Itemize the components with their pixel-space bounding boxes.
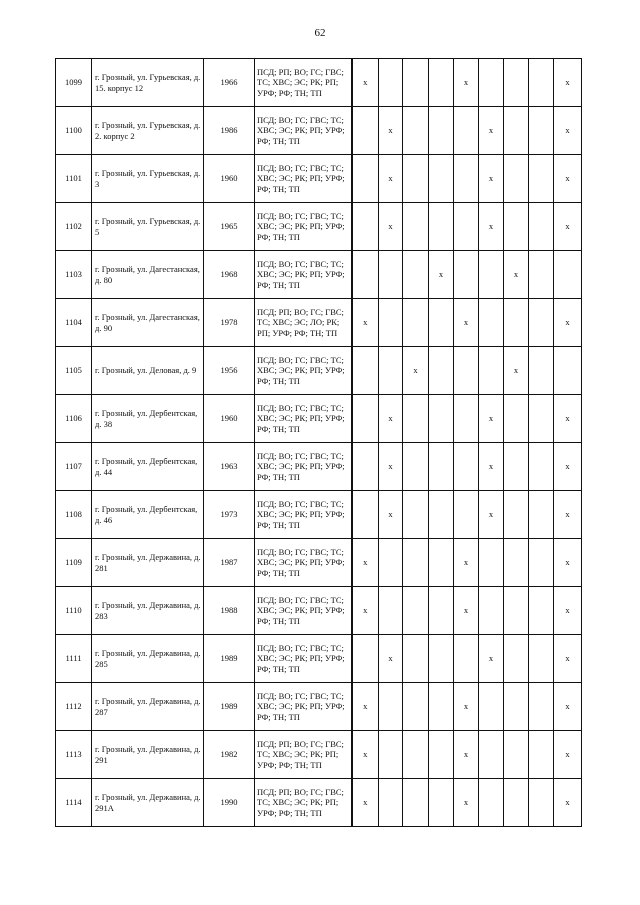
mark-cell	[479, 587, 504, 635]
mark-cell	[403, 251, 429, 299]
mark-cell: x	[352, 59, 379, 107]
services-cell: ПСД; ВО; ГС; ГВС; ТС; ХВС; ЭС; РК; РП; УРФ; РФ; ТН; ТП	[255, 491, 352, 539]
mark-cell	[504, 635, 529, 683]
mark-cell: x	[554, 299, 582, 347]
mark-cell	[403, 443, 429, 491]
mark-cell	[379, 587, 403, 635]
mark-cell	[529, 587, 554, 635]
mark-cell	[454, 107, 479, 155]
mark-cell: x	[454, 539, 479, 587]
mark-cell	[379, 779, 403, 827]
mark-cell	[504, 539, 529, 587]
year-built-cell: 1968	[204, 251, 255, 299]
mark-cell: x	[554, 395, 582, 443]
page-number: 62	[314, 27, 326, 39]
mark-cell: x	[352, 299, 379, 347]
address-cell: г. Грозный, ул. Державина, д. 291А	[92, 779, 204, 827]
table-row	[56, 107, 582, 155]
mark-cell	[403, 299, 429, 347]
mark-cell	[529, 539, 554, 587]
mark-cell	[403, 683, 429, 731]
mark-cell	[479, 731, 504, 779]
mark-cell	[504, 443, 529, 491]
mark-cell	[454, 635, 479, 683]
year-built-cell: 1989	[204, 635, 255, 683]
mark-cell: x	[479, 635, 504, 683]
mark-cell	[403, 59, 429, 107]
mark-cell: x	[379, 203, 403, 251]
mark-cell	[403, 155, 429, 203]
mark-cell	[529, 635, 554, 683]
services-cell: ПСД; ВО; ГС; ГВС; ТС; ХВС; ЭС; РК; РП; УРФ; РФ; ТН; ТП	[255, 635, 352, 683]
mark-cell	[454, 203, 479, 251]
mark-cell: x	[379, 155, 403, 203]
mark-cell	[504, 779, 529, 827]
mark-cell	[429, 635, 454, 683]
mark-cell	[379, 731, 403, 779]
mark-cell: x	[454, 779, 479, 827]
mark-cell	[504, 731, 529, 779]
mark-cell	[403, 635, 429, 683]
address-cell: г. Грозный, ул. Дагестанская, д. 80	[92, 251, 204, 299]
mark-cell	[352, 203, 379, 251]
address-cell: г. Грозный, ул. Державина, д. 291	[92, 731, 204, 779]
mark-cell	[504, 59, 529, 107]
mark-cell: x	[479, 443, 504, 491]
mark-cell	[429, 203, 454, 251]
year-built-cell: 1986	[204, 107, 255, 155]
mark-cell: x	[554, 59, 582, 107]
mark-cell	[403, 395, 429, 443]
mark-cell	[352, 635, 379, 683]
mark-cell	[429, 59, 454, 107]
mark-cell	[479, 299, 504, 347]
year-built-cell: 1973	[204, 491, 255, 539]
services-cell: ПСД; ВО; ГС; ГВС; ТС; ХВС; ЭС; РК; РП; УРФ; РФ; ТН; ТП	[255, 251, 352, 299]
table-row	[56, 731, 582, 779]
mark-cell	[479, 251, 504, 299]
mark-cell	[479, 347, 504, 395]
mark-cell	[379, 299, 403, 347]
mark-cell	[479, 539, 504, 587]
table-row	[56, 683, 582, 731]
table-row	[56, 635, 582, 683]
mark-cell: x	[379, 635, 403, 683]
mark-cell	[379, 251, 403, 299]
mark-cell: x	[352, 539, 379, 587]
services-cell: ПСД; ВО; ГС; ГВС; ТС; ХВС; ЭС; РК; РП; УРФ; РФ; ТН; ТП	[255, 539, 352, 587]
table-row	[56, 443, 582, 491]
mark-cell	[352, 347, 379, 395]
mark-cell	[529, 107, 554, 155]
mark-cell	[403, 491, 429, 539]
mark-cell	[403, 107, 429, 155]
row-number-cell: 1108	[56, 491, 92, 539]
table-row	[56, 59, 582, 107]
mark-cell: x	[352, 779, 379, 827]
year-built-cell: 1987	[204, 539, 255, 587]
year-built-cell: 1978	[204, 299, 255, 347]
housing-registry-table	[55, 58, 582, 827]
mark-cell: x	[379, 443, 403, 491]
mark-cell: x	[554, 635, 582, 683]
mark-cell	[454, 347, 479, 395]
row-number-cell: 1110	[56, 587, 92, 635]
mark-cell	[429, 155, 454, 203]
mark-cell	[379, 59, 403, 107]
mark-cell	[454, 395, 479, 443]
mark-cell	[403, 539, 429, 587]
mark-cell	[504, 107, 529, 155]
mark-cell: x	[554, 491, 582, 539]
mark-cell	[352, 443, 379, 491]
mark-cell: x	[379, 395, 403, 443]
row-number-cell: 1107	[56, 443, 92, 491]
mark-cell: x	[554, 443, 582, 491]
table-row	[56, 299, 582, 347]
mark-cell	[352, 155, 379, 203]
mark-cell: x	[454, 59, 479, 107]
mark-cell: x	[554, 683, 582, 731]
mark-cell	[529, 683, 554, 731]
mark-cell	[403, 779, 429, 827]
mark-cell	[529, 731, 554, 779]
mark-cell: x	[352, 587, 379, 635]
mark-cell: x	[504, 347, 529, 395]
services-cell: ПСД; ВО; ГС; ГВС; ТС; ХВС; ЭС; РК; РП; УРФ; РФ; ТН; ТП	[255, 155, 352, 203]
mark-cell	[403, 731, 429, 779]
mark-cell: x	[554, 203, 582, 251]
mark-cell: x	[454, 683, 479, 731]
row-number-cell: 1112	[56, 683, 92, 731]
services-cell: ПСД; ВО; ГС; ГВС; ТС; ХВС; ЭС; РК; РП; УРФ; РФ; ТН; ТП	[255, 395, 352, 443]
table-row	[56, 779, 582, 827]
year-built-cell: 1960	[204, 395, 255, 443]
services-cell: ПСД; ВО; ГС; ГВС; ТС; ХВС; ЭС; РК; РП; УРФ; РФ; ТН; ТП	[255, 203, 352, 251]
row-number-cell: 1111	[56, 635, 92, 683]
services-cell: ПСД; ВО; ГС; ГВС; ТС; ХВС; ЭС; РК; РП; УРФ; РФ; ТН; ТП	[255, 347, 352, 395]
table-row	[56, 251, 582, 299]
mark-cell	[454, 491, 479, 539]
address-cell: г. Грозный, ул. Державина, д. 287	[92, 683, 204, 731]
mark-cell: x	[379, 491, 403, 539]
mark-cell	[504, 299, 529, 347]
table-row	[56, 395, 582, 443]
mark-cell: x	[429, 251, 454, 299]
address-cell: г. Грозный, ул. Гурьевская, д. 5	[92, 203, 204, 251]
mark-cell	[529, 251, 554, 299]
mark-cell	[529, 347, 554, 395]
services-cell: ПСД; ВО; ГС; ГВС; ТС; ХВС; ЭС; РК; РП; УРФ; РФ; ТН; ТП	[255, 443, 352, 491]
address-cell: г. Грозный, ул. Гурьевская, д. 3	[92, 155, 204, 203]
mark-cell: x	[352, 731, 379, 779]
mark-cell: x	[554, 779, 582, 827]
mark-cell	[352, 395, 379, 443]
table-row	[56, 203, 582, 251]
mark-cell	[504, 203, 529, 251]
year-built-cell: 1956	[204, 347, 255, 395]
address-cell: г. Грозный, ул. Дагестанская, д. 90	[92, 299, 204, 347]
year-built-cell: 1988	[204, 587, 255, 635]
mark-cell	[529, 491, 554, 539]
services-cell: ПСД; ВО; ГС; ГВС; ТС; ХВС; ЭС; РК; РП; УРФ; РФ; ТН; ТП	[255, 683, 352, 731]
services-cell: ПСД; РП; ВО; ГС; ГВС; ТС; ХВС; ЭС; РК; РП; УРФ; РФ; ТН; ТП	[255, 779, 352, 827]
table-row	[56, 347, 582, 395]
mark-cell: x	[379, 107, 403, 155]
year-built-cell: 1989	[204, 683, 255, 731]
row-number-cell: 1106	[56, 395, 92, 443]
mark-cell	[529, 443, 554, 491]
mark-cell: x	[352, 683, 379, 731]
mark-cell	[429, 683, 454, 731]
row-number-cell: 1103	[56, 251, 92, 299]
mark-cell: x	[554, 539, 582, 587]
address-cell: г. Грозный, ул. Деловая, д. 9	[92, 347, 204, 395]
mark-cell	[454, 155, 479, 203]
mark-cell: x	[554, 107, 582, 155]
mark-cell: x	[454, 587, 479, 635]
mark-cell	[352, 107, 379, 155]
mark-cell: x	[454, 731, 479, 779]
mark-cell: x	[504, 251, 529, 299]
mark-cell	[379, 539, 403, 587]
mark-cell	[429, 539, 454, 587]
mark-cell: x	[479, 491, 504, 539]
table-body	[56, 59, 582, 827]
mark-cell	[429, 395, 454, 443]
row-number-cell: 1114	[56, 779, 92, 827]
mark-cell: x	[479, 107, 504, 155]
address-cell: г. Грозный, ул. Гурьевская, д. 15. корпус 12	[92, 59, 204, 107]
mark-cell: x	[479, 395, 504, 443]
address-cell: г. Грозный, ул. Дербентская, д. 38	[92, 395, 204, 443]
mark-cell	[479, 779, 504, 827]
table-row	[56, 155, 582, 203]
mark-cell	[429, 491, 454, 539]
services-cell: ПСД; РП; ВО; ГС; ГВС; ТС; ХВС; ЭС; РК; РП; УРФ; РФ; ТН; ТП	[255, 59, 352, 107]
mark-cell	[529, 395, 554, 443]
row-number-cell: 1105	[56, 347, 92, 395]
mark-cell	[403, 203, 429, 251]
row-number-cell: 1102	[56, 203, 92, 251]
row-number-cell: 1099	[56, 59, 92, 107]
mark-cell: x	[479, 155, 504, 203]
mark-cell	[504, 491, 529, 539]
mark-cell	[479, 683, 504, 731]
mark-cell	[403, 587, 429, 635]
mark-cell	[352, 251, 379, 299]
mark-cell	[504, 587, 529, 635]
mark-cell: x	[454, 299, 479, 347]
mark-cell	[504, 683, 529, 731]
row-number-cell: 1113	[56, 731, 92, 779]
mark-cell	[429, 107, 454, 155]
mark-cell	[554, 251, 582, 299]
mark-cell: x	[479, 203, 504, 251]
mark-cell	[529, 779, 554, 827]
address-cell: г. Грозный, ул. Гурьевская, д. 2. корпус 2	[92, 107, 204, 155]
mark-cell	[554, 347, 582, 395]
mark-cell	[529, 155, 554, 203]
mark-cell	[429, 299, 454, 347]
mark-cell	[429, 443, 454, 491]
mark-cell	[429, 347, 454, 395]
mark-cell	[479, 59, 504, 107]
row-number-cell: 1109	[56, 539, 92, 587]
mark-cell	[379, 347, 403, 395]
mark-cell	[454, 443, 479, 491]
address-cell: г. Грозный, ул. Державина, д. 283	[92, 587, 204, 635]
services-cell: ПСД; РП; ВО; ГС; ГВС; ТС; ХВС; ЭС; РК; РП; УРФ; РФ; ТН; ТП	[255, 731, 352, 779]
table-row	[56, 587, 582, 635]
year-built-cell: 1960	[204, 155, 255, 203]
mark-cell	[529, 299, 554, 347]
address-cell: г. Грозный, ул. Державина, д. 281	[92, 539, 204, 587]
address-cell: г. Грозный, ул. Дербентская, д. 44	[92, 443, 204, 491]
year-built-cell: 1963	[204, 443, 255, 491]
mark-cell	[429, 779, 454, 827]
year-built-cell: 1982	[204, 731, 255, 779]
services-cell: ПСД; ВО; ГС; ГВС; ТС; ХВС; ЭС; РК; РП; УРФ; РФ; ТН; ТП	[255, 587, 352, 635]
year-built-cell: 1966	[204, 59, 255, 107]
services-cell: ПСД; ВО; ГС; ГВС; ТС; ХВС; ЭС; РК; РП; УРФ; РФ; ТН; ТП	[255, 107, 352, 155]
mark-cell	[379, 683, 403, 731]
mark-cell	[429, 587, 454, 635]
table-row	[56, 491, 582, 539]
mark-cell: x	[403, 347, 429, 395]
address-cell: г. Грозный, ул. Дербентская, д. 46	[92, 491, 204, 539]
year-built-cell: 1965	[204, 203, 255, 251]
row-number-cell: 1104	[56, 299, 92, 347]
row-number-cell: 1101	[56, 155, 92, 203]
mark-cell	[529, 59, 554, 107]
mark-cell: x	[554, 155, 582, 203]
mark-cell: x	[554, 731, 582, 779]
mark-cell	[429, 731, 454, 779]
table-row	[56, 539, 582, 587]
address-cell: г. Грозный, ул. Державина, д. 285	[92, 635, 204, 683]
mark-cell	[504, 155, 529, 203]
mark-cell: x	[554, 587, 582, 635]
services-cell: ПСД; РП; ВО; ГС; ГВС; ТС; ХВС; ЭС; ЛО; РК; РП; УРФ; РФ; ТН; ТП	[255, 299, 352, 347]
mark-cell	[454, 251, 479, 299]
row-number-cell: 1100	[56, 107, 92, 155]
mark-cell	[529, 203, 554, 251]
mark-cell	[504, 395, 529, 443]
mark-cell	[352, 491, 379, 539]
year-built-cell: 1990	[204, 779, 255, 827]
